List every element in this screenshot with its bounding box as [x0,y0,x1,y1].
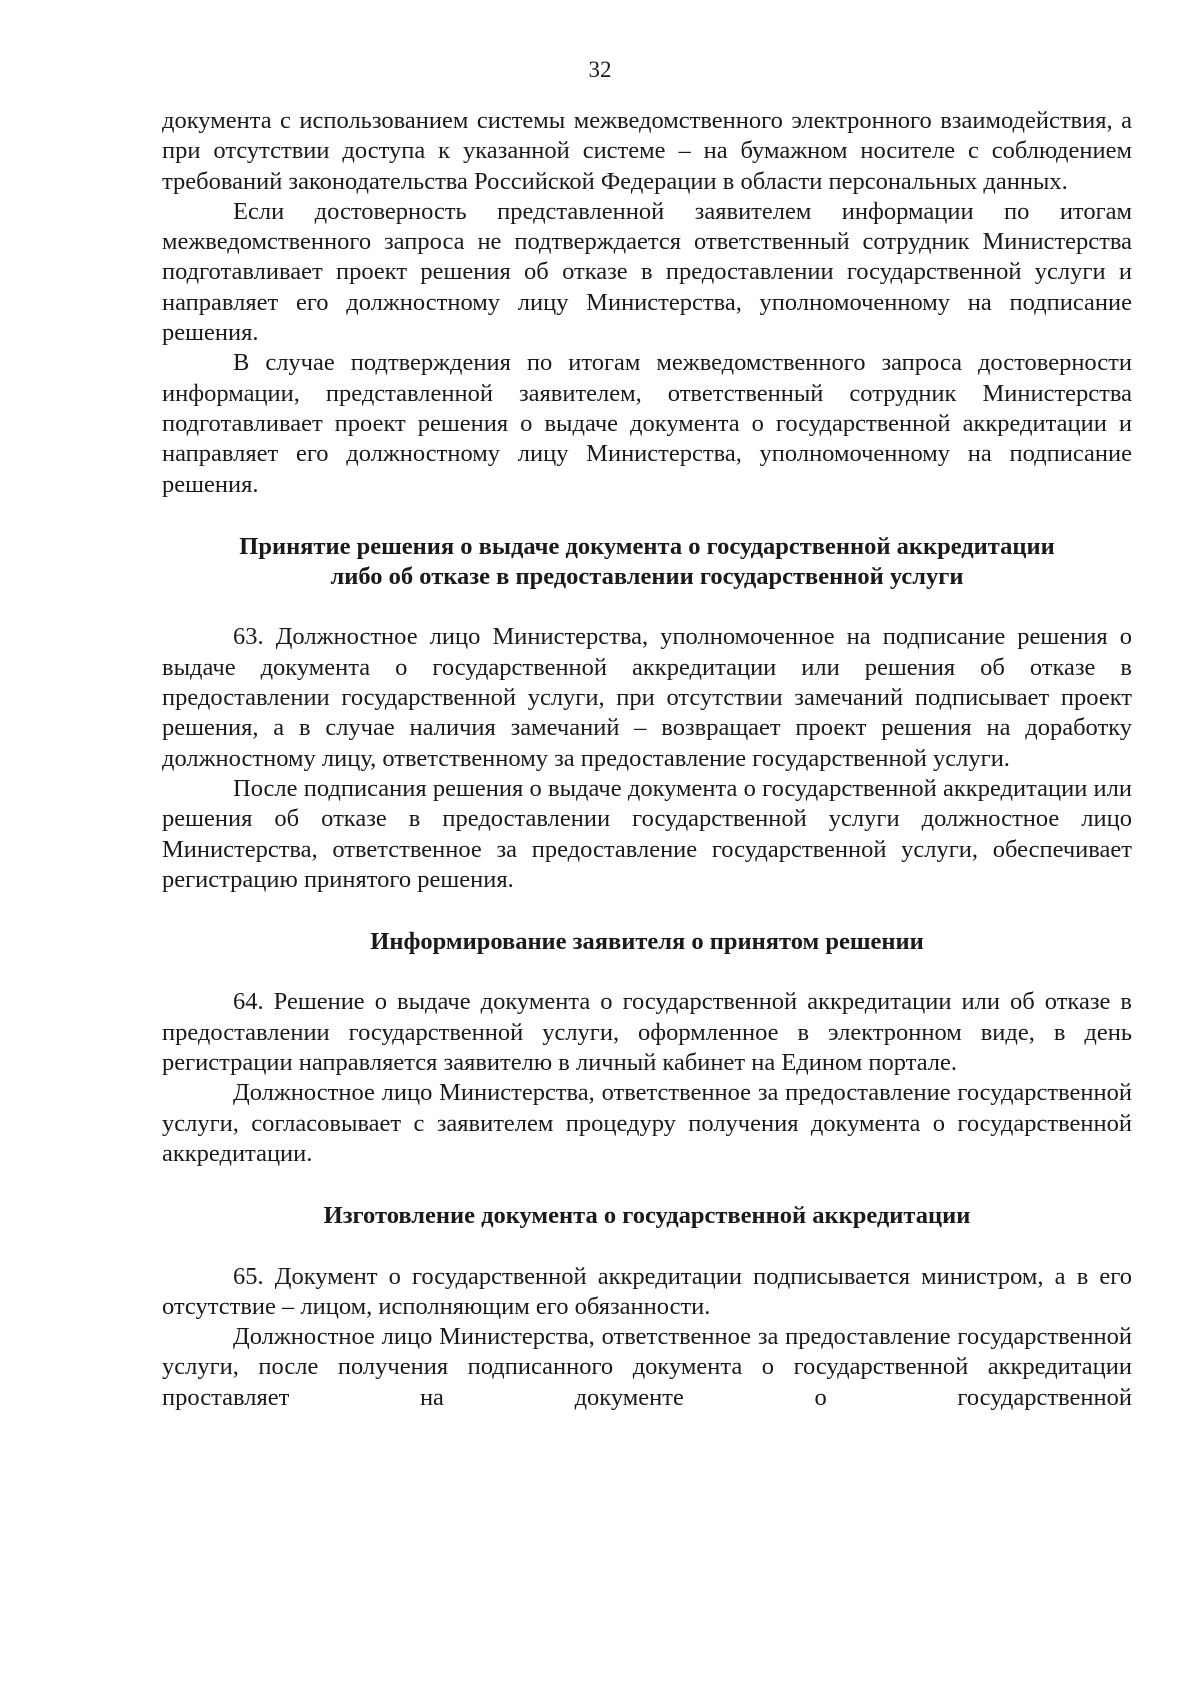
heading-line: Информирование заявителя о принятом решении [370,928,924,956]
paragraph: В случае подтверждения по итогам межведомственного запроса достоверности информации, представленной заявителем, ответственный сотрудник Министерства подготавливает проект решения о выдаче документа о государственной аккредитации и направляет его должностному лицу Министерства, уполномоченному на подписание решения. [162,349,1132,498]
paragraph: Должностное лицо Министерства, ответственное за предоставление государственной услуги, согласовывает с заявителем процедуру получения документа о государственной аккредитации. [162,1079,1132,1167]
paragraph: Должностное лицо Министерства, ответственное за предоставление государственной услуги, после получения подписанного документа о государственной аккредитации проставляет на документе о государственной [162,1323,1132,1411]
page-number: 32 [588,57,612,82]
heading-line: либо об отказе в предоставлении государственной услуги [330,563,964,591]
section-heading [162,532,1132,593]
document-body [162,106,1132,1413]
section-heading [162,927,1132,957]
paragraph: 63. Должностное лицо Министерства, уполномоченное на подписание решения о выдаче документа о государственной аккредитации или решения об отказе в предоставлении государственной услуги, при отсутствии замечаний подписывает проект решения, а в случае наличия замечаний – возвращает проект решения на доработку должностному лицу, ответственному за предоставление государственной услуги. [162,623,1132,772]
paragraph: документа с использованием системы межведомственного электронного взаимодействия, а при отсутствии доступа к указанной системе – на бумажном носителе с соблюдением требований законодательства Российской Федерации в области персональных данных. [162,107,1132,195]
paragraph: 64. Решение о выдаче документа о государственной аккредитации или об отказе в предоставлении государственной услуги, оформленное в электронном виде, в день регистрации направляется заявителю в личный кабинет на Едином портале. [162,988,1132,1077]
heading-line: Принятие решения о выдаче документа о государственной аккредитации [239,532,1055,560]
paragraph: Если достоверность представленной заявителем информации по итогам межведомственного запроса не подтверждается ответственный сотрудник Министерства подготавливает проект решения об отказе в предоставлении государственной услуги и направляет его должностному лицу Министерства, уполномоченному на подписание решения. [162,197,1132,347]
paragraph: После подписания решения о выдаче документа о государственной аккредитации или решения об отказе в предоставлении государственной услуги должностное лицо Министерства, ответственное за предоставление государственной услуги, обеспечивает регистрацию принятого решения. [162,774,1132,893]
heading-line: Изготовление документа о государственной аккредитации [323,1202,971,1230]
paragraph: 65. Документ о государственной аккредитации подписывается министром, а в его отсутствие – лицом, исполняющим его обязанности. [162,1262,1132,1320]
section-heading [162,1201,1132,1231]
